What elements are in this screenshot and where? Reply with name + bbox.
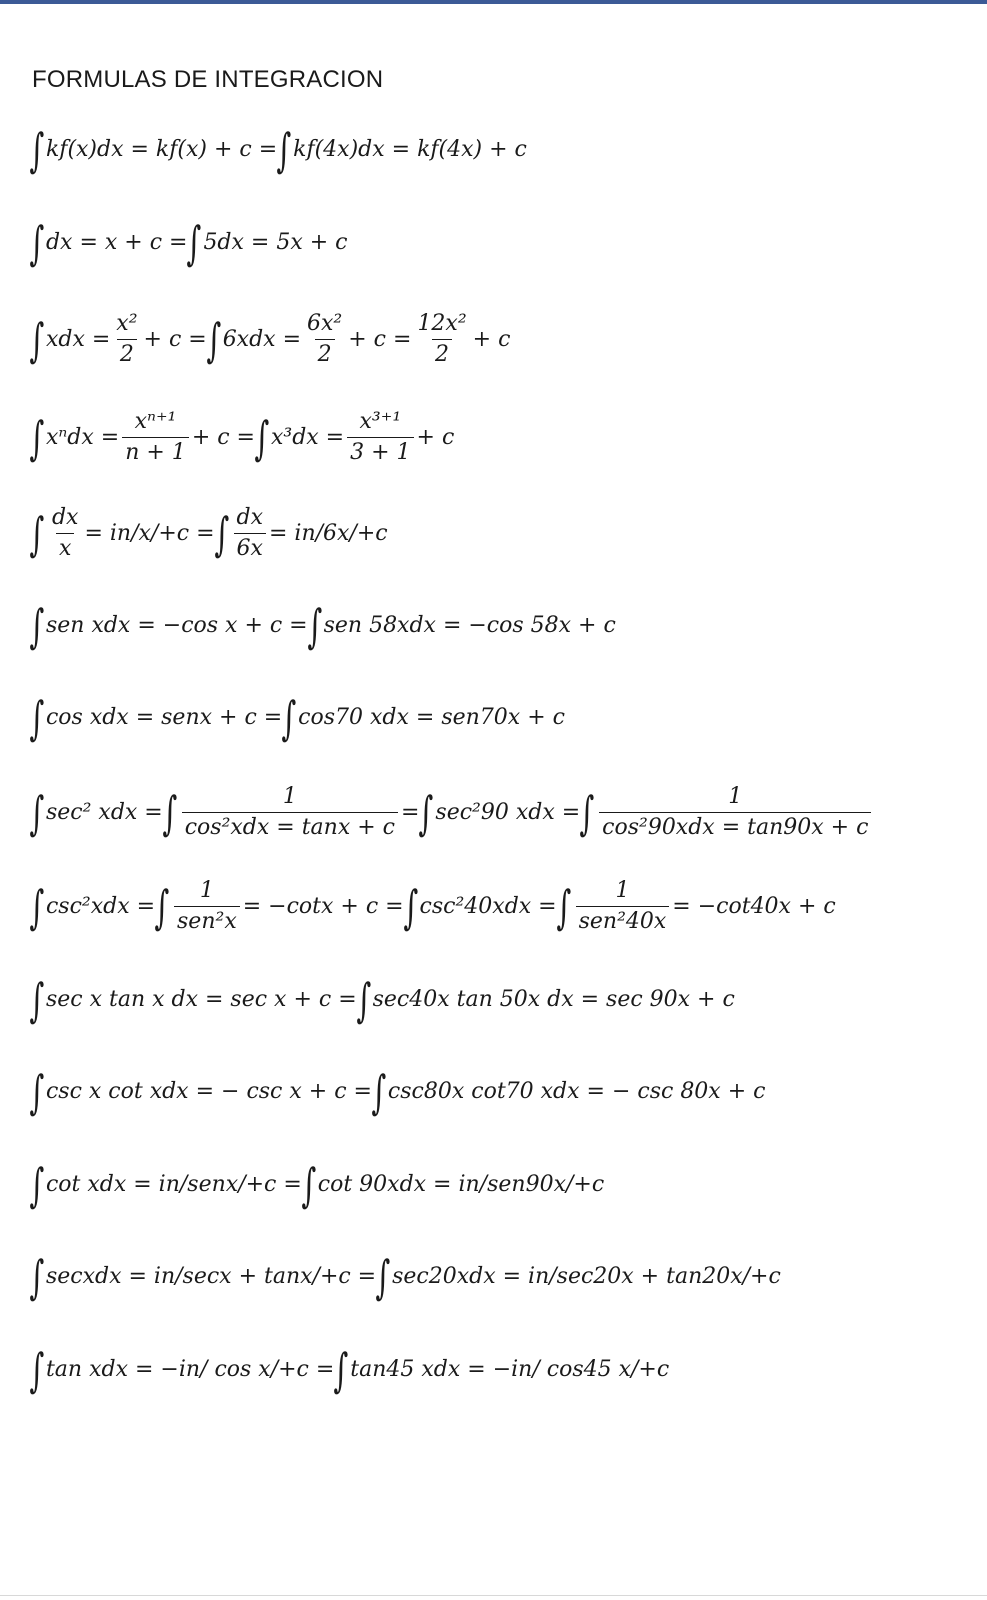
formula-middle: = in/x/+c = xyxy=(84,520,215,546)
formula-example: kf(4x)dx = kf(4x) + c xyxy=(293,136,527,162)
numerator: x² xyxy=(116,311,138,337)
numerator: 1 xyxy=(615,878,630,904)
numerator: x³⁺¹ xyxy=(359,409,402,435)
fraction xyxy=(576,878,670,934)
integral-sign: ∫ xyxy=(29,216,45,270)
integral-sign: ∫ xyxy=(307,599,323,653)
integral-sign: ∫ xyxy=(29,1343,45,1397)
formula-middle: + c = xyxy=(143,326,207,352)
integral-sign: ∫ xyxy=(29,1158,45,1212)
denominator: 2 xyxy=(432,339,452,367)
formula-tan xyxy=(30,1339,970,1399)
formula-left: cos xdx = senx + c = xyxy=(45,704,283,730)
formula-sec xyxy=(30,1246,970,1306)
formula-middle: = xyxy=(401,799,420,825)
formula-left: sec x tan x dx = sec x + c = xyxy=(45,986,357,1012)
bottom-divider xyxy=(0,1595,987,1596)
fraction xyxy=(122,409,189,465)
formula-left: csc²xdx = xyxy=(45,893,156,919)
formula-tail: = in/6x/+c xyxy=(268,520,388,546)
integral-sign: ∫ xyxy=(29,507,45,561)
formula-power-rule xyxy=(30,407,970,467)
integral-sign: ∫ xyxy=(29,1250,45,1304)
formula-dx xyxy=(30,212,970,272)
formula-middle: + c = xyxy=(191,424,255,450)
integral-sign: ∫ xyxy=(254,411,270,465)
formula-example: cos70 xdx = sen70x + c xyxy=(298,704,565,730)
integral-sign: ∫ xyxy=(29,313,45,367)
denominator: n + 1 xyxy=(122,437,189,465)
integral-sign: ∫ xyxy=(187,216,202,270)
formula-example: csc²40xdx = xyxy=(419,893,557,919)
numerator: 1 xyxy=(728,784,743,810)
integral-sign: ∫ xyxy=(333,1343,349,1397)
integral-sign: ∫ xyxy=(29,786,45,840)
numerator: 1 xyxy=(199,878,214,904)
top-accent-bar xyxy=(0,0,987,4)
integral-sign: ∫ xyxy=(418,786,434,840)
denominator: x xyxy=(56,533,74,561)
integral-sign: ∫ xyxy=(214,507,229,561)
numerator: dx xyxy=(236,505,263,531)
formula-example: cot 90xdx = in/sen90x/+c xyxy=(317,1171,605,1197)
fraction xyxy=(113,311,140,367)
integral-sign: ∫ xyxy=(29,973,45,1027)
denominator: sen²40x xyxy=(576,906,670,934)
numerator: dx xyxy=(51,505,79,531)
denominator: 3 + 1 xyxy=(347,437,413,465)
fraction xyxy=(599,784,871,840)
numerator: 12x² xyxy=(417,311,467,337)
formula-left: xⁿdx = xyxy=(45,424,120,450)
fraction xyxy=(304,311,345,367)
formula-left: sec² xdx = xyxy=(45,799,163,825)
numerator: 1 xyxy=(282,784,297,810)
integral-sign: ∫ xyxy=(154,880,170,934)
integral-sign: ∫ xyxy=(29,411,45,465)
formula-cot xyxy=(30,1154,970,1214)
denominator: cos²xdx = tanx + c xyxy=(182,812,398,840)
fraction xyxy=(182,784,398,840)
formula-example: x³dx = xyxy=(270,424,345,450)
integral-sign: ∫ xyxy=(375,1250,391,1304)
integral-sign: ∫ xyxy=(356,973,372,1027)
formula-example: sec40x tan 50x dx = sec 90x + c xyxy=(372,986,735,1012)
denominator: 2 xyxy=(117,339,137,367)
formula-left: cot xdx = in/senx/+c = xyxy=(45,1171,302,1197)
integral-sign: ∫ xyxy=(556,880,572,934)
formula-constant-multiple xyxy=(30,119,970,179)
fraction xyxy=(49,505,82,561)
numerator: 6x² xyxy=(307,311,343,337)
formula-example: sec²90 xdx = xyxy=(435,799,581,825)
integral-sign: ∫ xyxy=(281,691,297,745)
formula-example: sec20xdx = in/sec20x + tan20x/+c xyxy=(392,1263,781,1289)
formula-csc-squared xyxy=(30,876,970,936)
formula-tail: + c xyxy=(416,424,455,450)
fraction xyxy=(233,505,266,561)
integral-sign: ∫ xyxy=(29,123,45,177)
formula-sec-squared xyxy=(30,782,970,842)
formula-middle: + c = xyxy=(348,326,412,352)
denominator: 2 xyxy=(315,339,335,367)
formula-sen xyxy=(30,595,970,655)
integral-sign: ∫ xyxy=(29,599,45,653)
integral-sign: ∫ xyxy=(579,786,595,840)
denominator: 6x xyxy=(234,533,266,561)
integral-sign: ∫ xyxy=(206,313,222,367)
formula-example: sen 58xdx = −cos 58x + c xyxy=(323,612,616,638)
formula-left: secxdx = in/secx + tanx/+c = xyxy=(45,1263,377,1289)
formula-xdx xyxy=(30,309,970,369)
page-title: FORMULAS DE INTEGRACION xyxy=(32,66,384,93)
denominator: cos²90xdx = tan90x + c xyxy=(599,812,871,840)
formula-left: xdx = xyxy=(45,326,111,352)
numerator: xⁿ⁺¹ xyxy=(134,409,177,435)
formula-tail: + c xyxy=(472,326,511,352)
integral-sign: ∫ xyxy=(29,880,45,934)
fraction xyxy=(347,409,413,465)
formula-left: sen xdx = −cos x + c = xyxy=(45,612,308,638)
fraction xyxy=(414,311,469,367)
formula-middle: = −cotx + c = xyxy=(242,893,404,919)
integral-sign: ∫ xyxy=(29,1065,45,1119)
formula-dx-over-x xyxy=(30,503,970,563)
denominator: sen²x xyxy=(174,906,240,934)
formula-left: csc x cot xdx = − csc x + c = xyxy=(45,1078,372,1104)
formula-cos xyxy=(30,687,970,747)
formula-example: 5dx = 5x + c xyxy=(203,229,348,255)
formula-left: kf(x)dx = kf(x) + c = xyxy=(45,136,278,162)
integral-sign: ∫ xyxy=(276,123,292,177)
formula-left: tan xdx = −in/ cos x/+c = xyxy=(45,1356,335,1382)
integral-sign: ∫ xyxy=(162,786,178,840)
formula-example: 6xdx = xyxy=(222,326,302,352)
formula-example: tan45 xdx = −in/ cos45 x/+c xyxy=(350,1356,670,1382)
fraction xyxy=(174,878,240,934)
integral-sign: ∫ xyxy=(403,880,418,934)
integral-sign: ∫ xyxy=(301,1158,317,1212)
formula-csc-cot xyxy=(30,1061,970,1121)
formula-left: dx = x + c = xyxy=(45,229,188,255)
formula-tail: = −cot40x + c xyxy=(672,893,836,919)
formula-sec-tan xyxy=(30,969,970,1029)
integral-sign: ∫ xyxy=(29,691,45,745)
integral-sign: ∫ xyxy=(371,1065,387,1119)
formula-example: csc80x cot70 xdx = − csc 80x + c xyxy=(387,1078,766,1104)
